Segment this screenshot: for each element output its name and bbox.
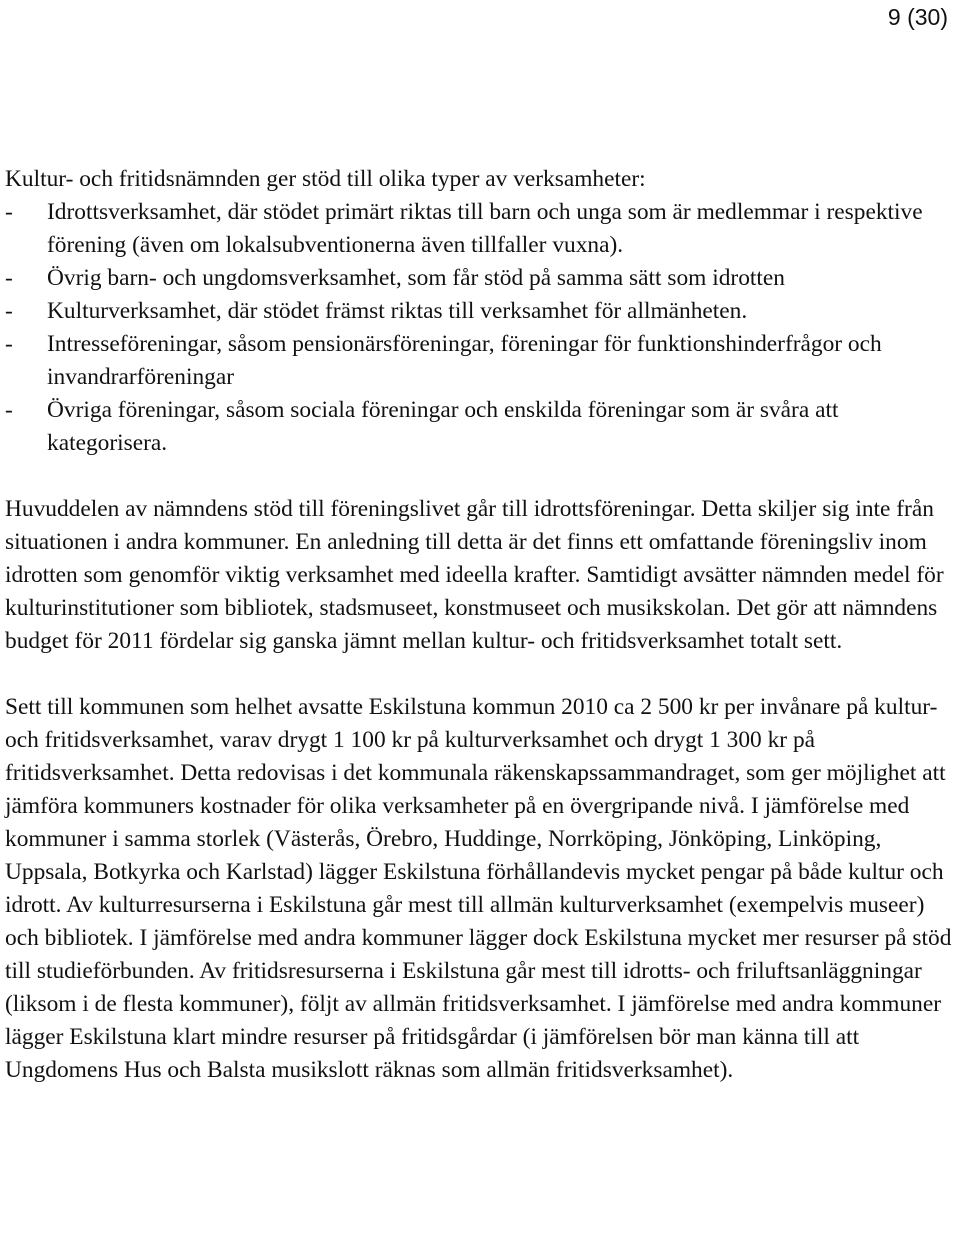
list-item <box>5 196 953 262</box>
bullet-dash: - <box>5 331 13 357</box>
list-item <box>5 394 953 460</box>
body-paragraph-1: Huvuddelen av nämndens stöd till föreningslivet går till idrottsföreningar. Detta skiljer sig inte från situationen i andra kommuner. En anledning till detta är det finns ett omfattande föreningsliv inom idrotten som genomför viktig verksamhet med ideella krafter. Samtidigt avsätter nämnden medel för kulturinstitutioner som bibliotek, stadsmuseet, konstmuseet och musikskolan. Det gör att nämndens budget för 2011 fördelar sig ganska jämnt mellan kultur- och fritidsverksamhet totalt sett. <box>5 496 944 654</box>
bullet-dash: - <box>5 397 13 423</box>
bullet-dash: - <box>5 265 13 291</box>
list-item <box>5 295 953 328</box>
body-paragraph-2: Sett till kommunen som helhet avsatte Eskilstuna kommun 2010 ca 2 500 kr per invånare på kultur- och fritidsverksamhet, varav drygt 1 100 kr på kulturverksamhet och drygt 1 300 kr på fritidsverksamhet. Detta redovisas i det kommunala räkenskapssammandraget, som ger möjlighet att jämföra kommuners kostnader för olika verksamheter på en övergripande nivå. I jämförelse med kommuner i samma storlek (Västerås, Örebro, Huddinge, Norrköping, Jönköping, Linköping, Uppsala, Botkyrka och Karlstad) lägger Eskilstuna förhållandevis mycket pengar på både kultur och idrott. Av kulturresurserna i Eskilstuna går mest till allmän kulturverksamhet (exempelvis museer) och bibliotek. I jämförelse med andra kommuner lägger dock Eskilstuna mycket mer resurser på stöd till studieförbunden. Av fritidsresurserna i Eskilstuna går mest till idrotts- och friluftsanläggningar (liksom i de flesta kommuner), följt av allmän fritidsverksamhet. I jämförelse med andra kommuner lägger Eskilstuna klart mindre resurser på fritidsgårdar (i jämförelsen bör man känna till att Ungdomens Hus och Balsta musikslott räknas som allmän fritidsverksamhet). <box>5 694 952 1083</box>
bullet-list <box>5 196 953 460</box>
list-item-text: Intresseföreningar, såsom pensionärsföreningar, föreningar för funktionshinderfrågor och invandrarföreningar <box>47 331 882 390</box>
list-item-text: Övrig barn- och ungdomsverksamhet, som får stöd på samma sätt som idrotten <box>47 265 785 291</box>
list-item-text: Övriga föreningar, såsom sociala föreningar och enskilda föreningar som är svåra att kategorisera. <box>47 397 839 456</box>
list-item <box>5 328 953 394</box>
bullet-dash: - <box>5 298 13 324</box>
list-item-text: Kulturverksamhet, där stödet främst riktas till verksamhet för allmänheten. <box>47 298 748 324</box>
list-item-text: Idrottsverksamhet, där stödet primärt riktas till barn och unga som är medlemmar i respektive förening (även om lokalsubventionerna även tillfaller vuxna). <box>47 199 923 258</box>
list-item <box>5 262 953 295</box>
intro-text: Kultur- och fritidsnämnden ger stöd till olika typer av verksamheter: <box>5 166 646 192</box>
bullet-dash: - <box>5 199 13 225</box>
page-number: 9 (30) <box>887 4 948 30</box>
document-body <box>5 163 953 1087</box>
